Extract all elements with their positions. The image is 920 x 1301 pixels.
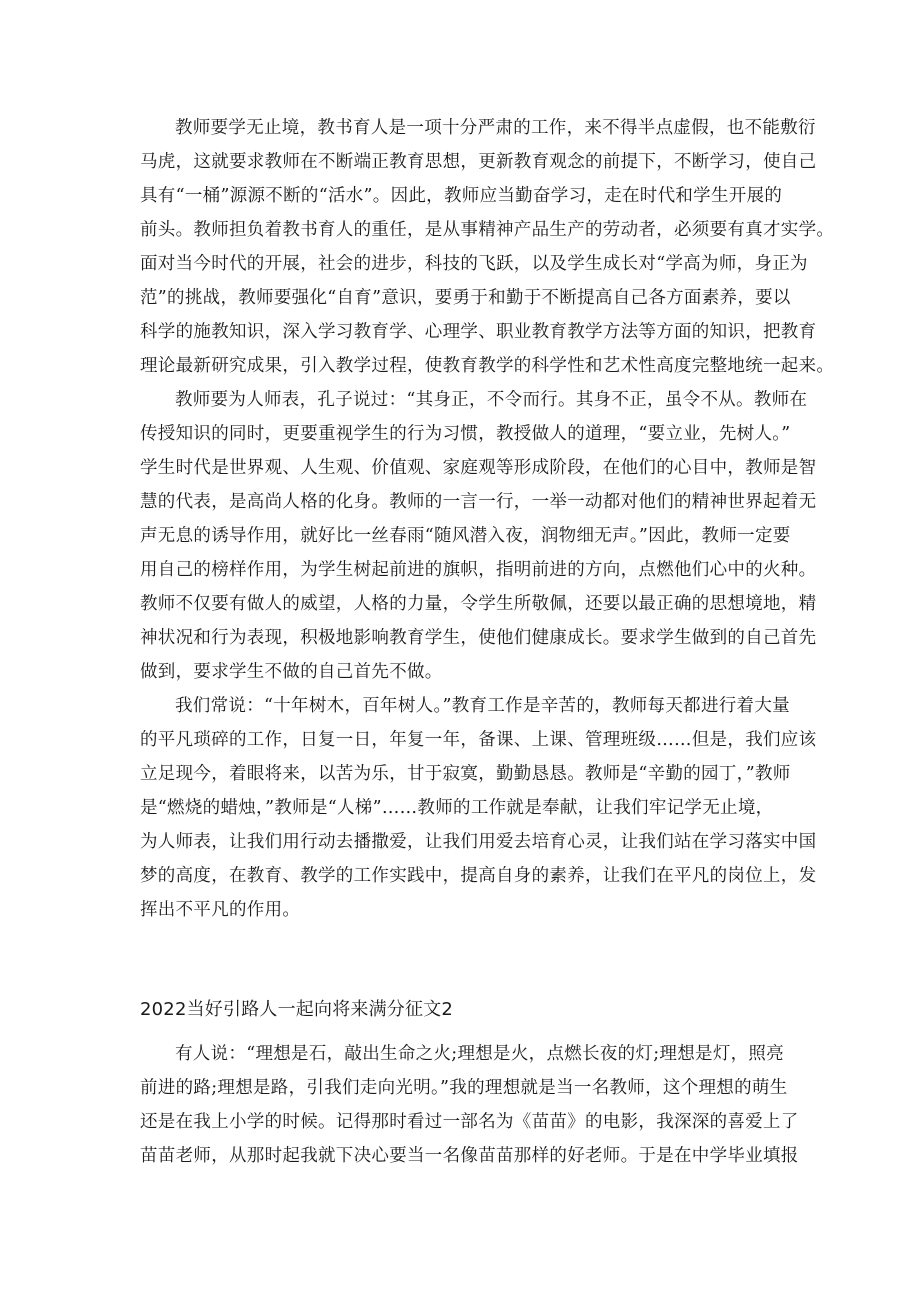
text-line: 教师要学无止境，教书育人是一项十分严肃的工作，来不得半点虚假，也不能敷衍: [175, 118, 816, 138]
text-line: 面对当今时代的开展，社会的进步，科技的飞跃，以及学生成长对“学高为师，身正为: [140, 254, 808, 274]
text-line: 苗苗老师，从那时起我就下决心要当一名像苗苗那样的好老师。于是在中学毕业填报: [140, 1146, 799, 1166]
text-line: 梦的高度，在教育、教学的工作实践中，提高自身的素养，让我们在平凡的岗位上，发: [140, 866, 817, 886]
text-line: 教师要为人师表，孔子说过：“其身正，不令而行。其身不正，虽令不从。教师在: [175, 390, 808, 410]
text-line: 学生时代是世界观、人生观、价值观、家庭观等形成阶段，在他们的心目中，教师是智: [140, 458, 817, 478]
text-line: 理论最新研究成果，引入教学过程，使教育教学的科学性和艺术性高度完整地统一起来。: [140, 356, 835, 376]
text-line: 我们常说：“十年树木，百年树人。”教育工作是辛苦的，教师每天都进行着大量: [175, 696, 790, 716]
text-line: 前进的路;理想是路，引我们走向光明。”我的理想就是当一名教师，这个理想的萌生: [140, 1078, 788, 1098]
text-line: 是“燃烧的蜡烛，”教师是“人梯”……教师的工作就是奉献，让我们牢记学无止境，: [140, 798, 774, 818]
text-line: 马虎，这就要求教师在不断端正教育思想，更新教育观念的前提下，不断学习，使自己: [140, 152, 817, 172]
text-line: 教师不仅要有做人的威望，人格的力量，令学生所敬佩，还要以最正确的思想境地，精: [140, 594, 817, 614]
text-line: 神状况和行为表现，积极地影响教育学生，使他们健康成长。要求学生做到的自己首先: [140, 628, 817, 648]
text-line: 做到，要求学生不做的自己首先不做。: [140, 662, 443, 682]
text-line: 的平凡琐碎的工作，日复一日，年复一年，备课、上课、管理班级……但是，我们应该: [140, 730, 817, 750]
text-line: 挥出不平凡的作用。: [140, 900, 301, 920]
text-line: 具有“一桶”源源不断的“活水”。因此，教师应当勤奋学习，走在时代和学生开展的: [140, 186, 783, 206]
text-line: 为人师表，让我们用行动去播撒爱，让我们用爱去培育心灵，让我们站在学习落实中国: [140, 832, 817, 852]
text-line: 范”的挑战，教师要强化“自育”意识，要勇于和勤于不断提高自己各方面素养，要以: [140, 288, 791, 308]
text-line: 慧的代表，是高尚人格的化身。教师的一言一行，一举一动都对他们的精神世界起着无: [140, 492, 817, 512]
text-line: 传授知识的同时，更要重视学生的行为习惯，教授做人的道理，“要立业，先树人。”: [140, 424, 791, 444]
text-line: 立足现今，着眼将来，以苦为乐，甘于寂寞，勤勤恳恳。教师是“辛勤的园丁，”教师: [140, 764, 791, 784]
text-line: 声无息的诱导作用，就好比一丝春雨“随风潜入夜，润物细无声。”因此，教师一定要: [140, 526, 791, 546]
text-line: 用自己的榜样作用，为学生树起前进的旗帜，指明前进的方向，点燃他们心中的火种。: [140, 560, 817, 580]
text-line: 还是在我上小学的时候。记得那时看过一部名为《苗苗》的电影，我深深的喜爱上了: [140, 1112, 799, 1132]
text-line: 前头。教师担负着教书育人的重任，是从事精神产品生产的劳动者，必须要有真才实学。: [140, 220, 835, 240]
text-line: 科学的施教知识，深入学习教育学、心理学、职业教育教学方法等方面的知识，把教育: [140, 322, 817, 342]
section-heading: 2022当好引路人一起向将来满分征文2: [140, 999, 454, 1020]
text-line: 有人说：“理想是石，敲出生命之火;理想是火，点燃长夜的灯;理想是灯，照亮: [175, 1044, 785, 1064]
